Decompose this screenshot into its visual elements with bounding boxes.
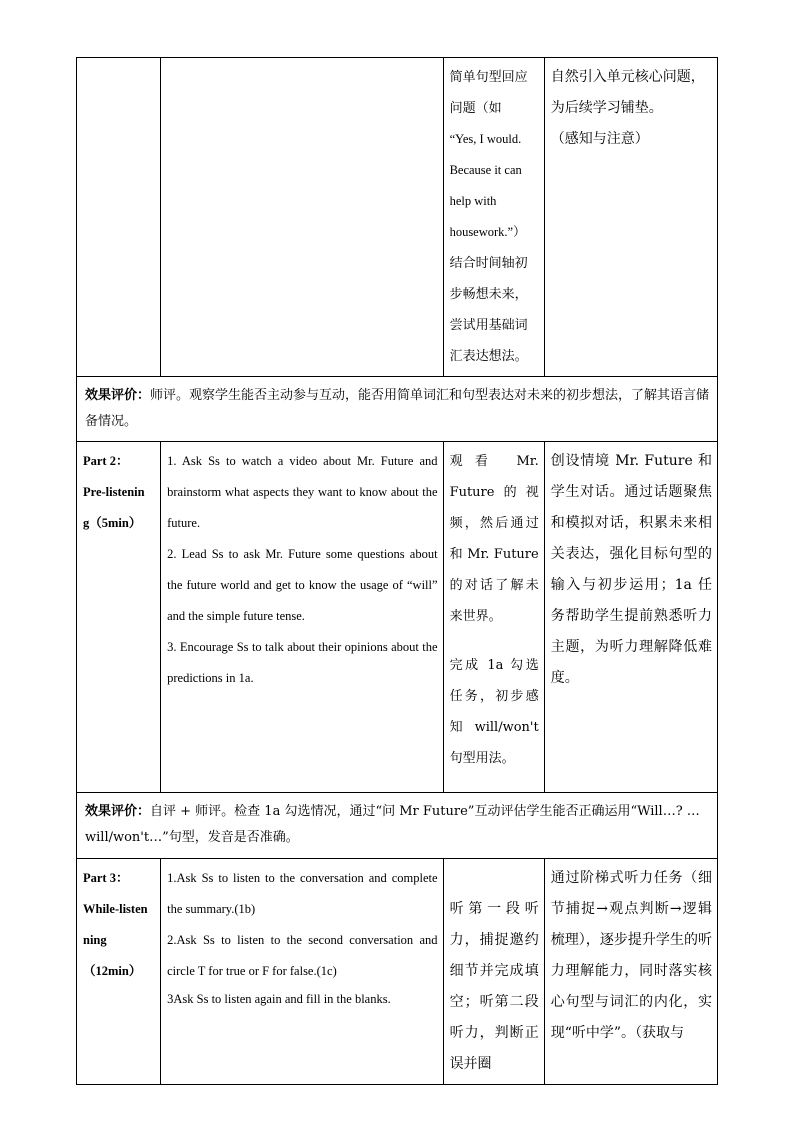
design-purpose-text: 创设情境 Mr. Future 和学生对话。通过话题聚焦和模拟对话，积累未来相关表达，强化目标句型的输入与初步运用；1a 任务帮助学生提前熟悉听力主题，为听力理解降低难度。 (550, 453, 712, 686)
part-label-cell (77, 859, 161, 1085)
evaluation-cell (77, 377, 718, 442)
teacher-activity-cell (161, 859, 443, 1085)
teacher-step: 3Ask Ss to listen again and fill in the blanks. (167, 992, 391, 1006)
design-purpose-line: 自然引入单元核心问题， (550, 69, 705, 85)
part-label-line: ning (83, 933, 107, 947)
student-activity-text: 听第一段听力，捕捉邀约细节并完成填空；听第二段听力，判断正误并圈 (449, 901, 539, 1072)
evaluation-row (77, 793, 718, 859)
design-purpose-line: 为后续学习铺垫。 (550, 100, 663, 116)
part-label-cell (77, 58, 161, 377)
table-row (77, 442, 718, 793)
design-purpose-cell (544, 58, 717, 377)
student-activity-line: help with (449, 194, 497, 208)
student-activity-line: 尝试用基础词 (449, 318, 528, 333)
student-activity-text: 观看 Mr. Future的视频，然后通过和 Mr. Future 的对话了解未来世界。 (449, 454, 539, 624)
student-activity-cell (443, 442, 544, 793)
student-activity-line: 简单句型回应 (449, 70, 528, 85)
design-purpose-cell (544, 442, 717, 793)
part-label-line: While-listen (83, 902, 148, 916)
student-activity-line: 汇表达想法。 (449, 349, 528, 364)
evaluation-text: 师评。观察学生能否主动参与互动，能否用简单词汇和句型表达对未来的初步想法，了解其语言储备情况。 (85, 388, 710, 429)
evaluation-label: 效果评价： (85, 804, 151, 819)
evaluation-text: 自评 + 师评。检查 1a 勾选情况，通过“问 Mr Future”互动评估学生能否正确运用“Will…? …will/won't…”句型，发音是否准确。 (85, 804, 700, 845)
teacher-step: 1.Ask Ss to listen to the conversation and complete the summary.(1b) (167, 871, 438, 916)
table-row (77, 859, 718, 1085)
design-purpose-line: （感知与注意） (550, 131, 649, 147)
evaluation-row (77, 377, 718, 442)
teacher-step: 3. Encourage Ss to talk about their opinions about the predictions in 1a. (167, 640, 438, 685)
part-label-line: Pre-listenin (83, 485, 145, 499)
part-label-line: g（5min） (83, 516, 142, 530)
student-activity-line: 问题（如 (449, 101, 502, 116)
student-activity-line: housework.”） (449, 225, 526, 239)
student-activity-text: 完成 1a 勾选任务，初步感知 will/won't 句型用法。 (449, 658, 539, 766)
evaluation-label: 效果评价： (85, 388, 151, 403)
evaluation-cell (77, 793, 718, 859)
part-label-line: Part 2： (83, 454, 129, 468)
student-activity-cell (443, 58, 544, 377)
teacher-step: 2. Lead Ss to ask Mr. Future some questions about the future world and get to know the usage of “will” and the simple future tense. (167, 547, 438, 623)
teacher-step: 2.Ask Ss to listen to the second conversation and circle T for true or F for false.(1c) (167, 933, 438, 978)
table-row (77, 58, 718, 377)
design-purpose-text: 通过阶梯式听力任务（细节捕捉→观点判断→逻辑梳理），逐步提升学生的听力理解能力，同时落实核心句型与词汇的内化，实现“听中学”。（获取与 (550, 870, 712, 1041)
student-activity-cell (443, 859, 544, 1085)
lesson-plan-table (76, 57, 718, 1085)
teacher-activity-cell (161, 58, 443, 377)
part-label-line: Part 3： (83, 871, 129, 885)
student-activity-line: Because it can (449, 163, 522, 177)
student-activity-line: “Yes, I would. (449, 132, 522, 146)
part-label-line: （12min） (83, 964, 142, 978)
student-activity-line: 结合时间轴初 (449, 256, 528, 271)
student-activity-line: 步畅想未来， (449, 287, 528, 302)
teacher-step: 1. Ask Ss to watch a video about Mr. Future and brainstorm what aspects they want to know about the future. (167, 454, 438, 530)
part-label-cell (77, 442, 161, 793)
design-purpose-cell (544, 859, 717, 1085)
teacher-activity-cell (161, 442, 443, 793)
